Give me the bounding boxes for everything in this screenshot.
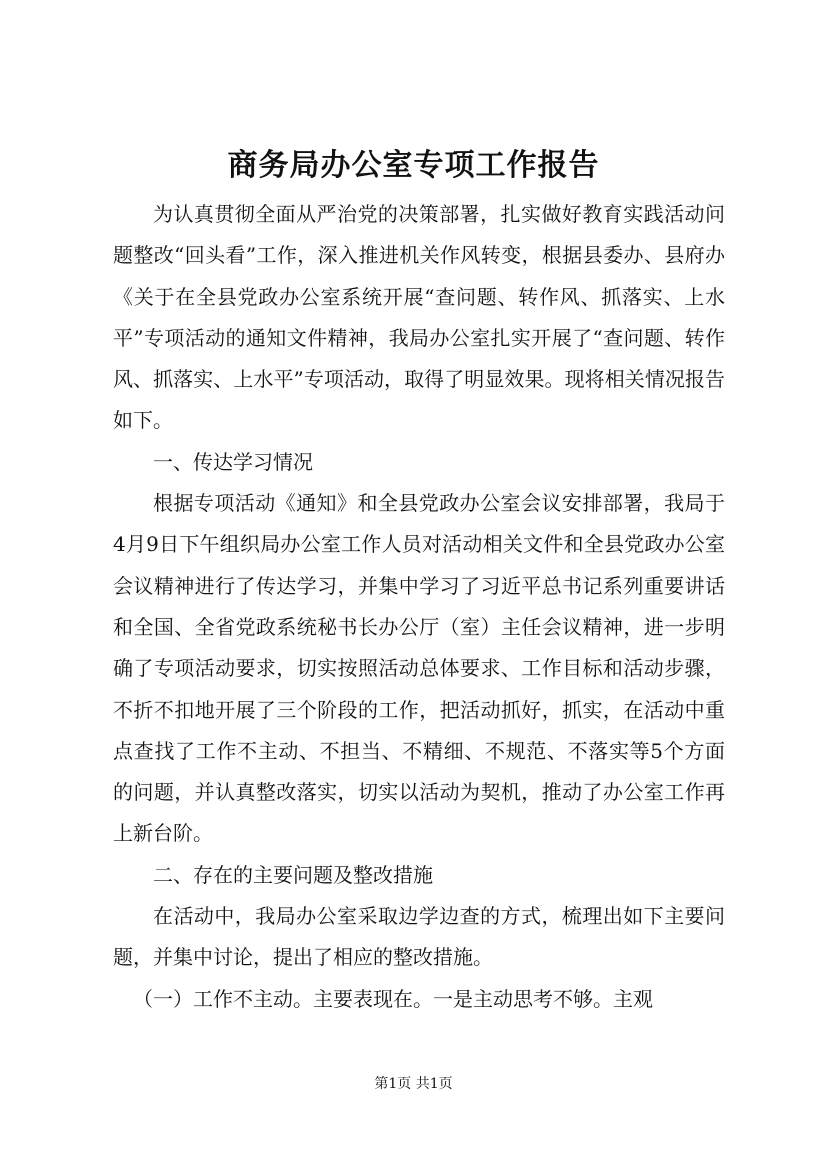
subsection-1-paragraph: （一）工作不主动。主要表现在。一是主动思考不够。主观 bbox=[133, 986, 653, 1011]
document-title: 商务局办公室专项工作报告 bbox=[227, 148, 600, 183]
page-footer: 第1页 共1页 bbox=[374, 1076, 453, 1092]
section-1-paragraph: 根据专项活动《通知》和全县党政办公室会议安排部署，我局于4月9日下午组织局办公室工作人员对活动相关文件和全县党政办公室会议精神进行了传达学习，并集中学习了习近平总书记系列重要讲话和全国、全省党政系统秘书长办公厅（室）主任会议精神，进一步明确了专项活动要求，切实按照活动总体要求、工作目标和活动步骤，不折不扣地开展了三个阶段的工作，把活动抓好，抓实，在活动中重点查找了工作不主动、不担当、不精细、不规范、不落实等5个方面的问题，并认真整改落实，切实以活动为契机，推动了办公室工作再上新台阶。 bbox=[113, 491, 725, 846]
section-heading-2: 二、存在的主要问题及整改措施 bbox=[153, 862, 433, 887]
document-body bbox=[113, 194, 725, 1020]
section-2-paragraph: 在活动中，我局办公室采取边学边查的方式，梳理出如下主要问题，并集中讨论，提出了相应的整改措施。 bbox=[113, 904, 725, 970]
intro-paragraph: 为认真贯彻全面从严治党的决策部署，扎实做好教育实践活动问题整改“回头看”工作，深入推进机关作风转变，根据县委办、县府办《关于在全县党政办公室系统开展“查问题、转作风、抓落实、上水平”专项活动的通知文件精神，我局办公室扎实开展了“查问题、转作风、抓落实、上水平”专项活动，取得了明显效果。现将相关情况报告如下。 bbox=[113, 202, 725, 433]
section-heading-1: 一、传达学习情况 bbox=[153, 449, 313, 474]
